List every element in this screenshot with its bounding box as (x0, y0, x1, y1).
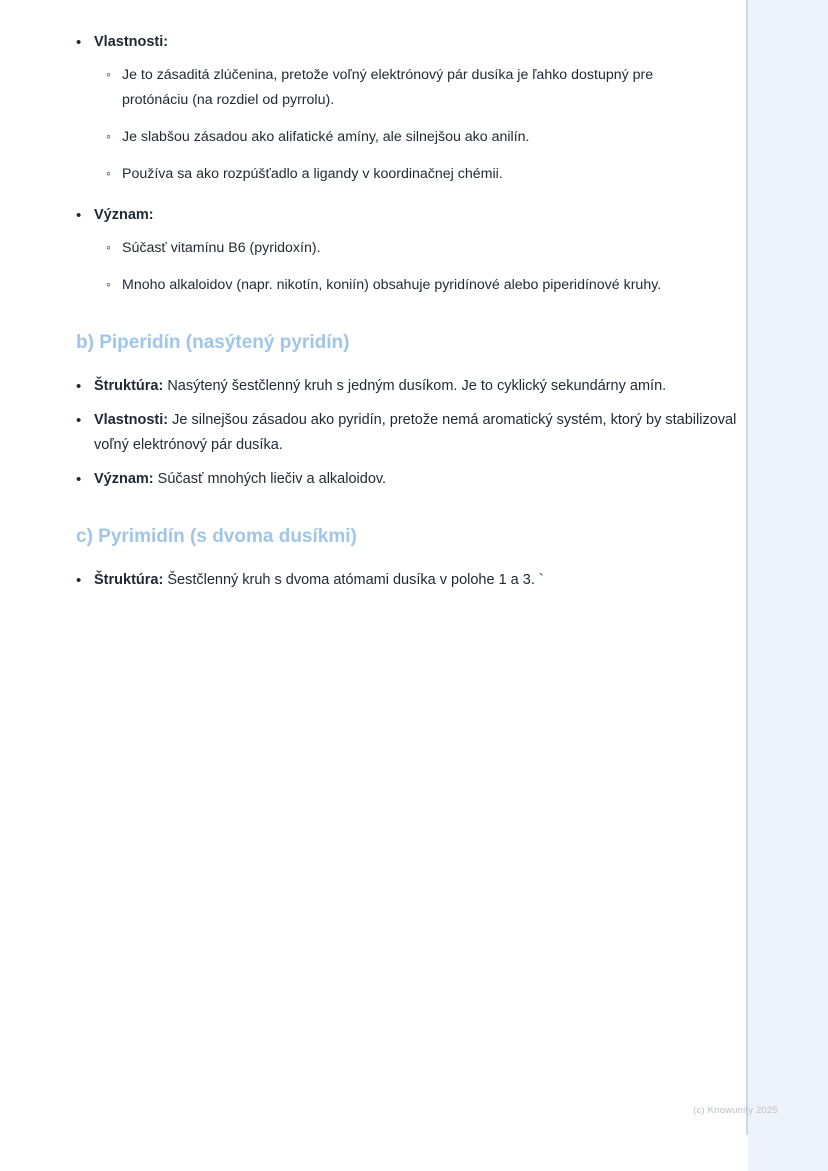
list-item-lead: • Vlastnosti: (94, 34, 169, 50)
list-item (0, 203, 748, 298)
list-item: ◦ Je slabšou zásadou ako alifatické amíny, ale silnejšou ako anilín. (94, 125, 662, 150)
list-item-text: Šestčlenný kruh s dvoma atómami dusíka v polohe 1 a 3. ` (167, 572, 544, 588)
list-item-lead: Význam: (94, 471, 154, 487)
list-item (0, 568, 748, 593)
significance-sublist (94, 236, 748, 298)
list-item: ◦ Súčasť vitamínu B6 (pyridoxín). (94, 236, 662, 261)
list-item-text: Súčasť mnohých liečiv a alkaloidov. (157, 471, 387, 487)
copyright-footer: (c) Knowunity 2025 (693, 1105, 778, 1116)
piperidin-bullet-list (0, 374, 748, 492)
pyrimidin-bullet-list (0, 568, 748, 593)
list-item-lead: • Význam: (94, 207, 154, 223)
document-content (0, 0, 748, 602)
list-item-lead: Štruktúra: (94, 378, 164, 394)
section-heading-pyrimidin: c) Pyrimidín (s dvoma dusíkmi) (76, 526, 357, 547)
list-item (0, 467, 748, 492)
list-item (0, 30, 748, 187)
list-item (0, 374, 748, 399)
properties-sublist (94, 63, 748, 187)
list-item-lead: Štruktúra: (94, 572, 164, 588)
list-item-lead: Vlastnosti: (94, 412, 169, 428)
list-item-text: Je silnejšou zásadou ako pyridín, pretože nemá aromatický systém, ktorý by stabilizoval voľný elektrónový pár dusíka. (94, 412, 737, 453)
list-item (0, 408, 748, 458)
properties-bullet-list (0, 30, 748, 298)
section-heading-piperidin: b) Piperidín (nasýtený pyridín) (76, 332, 350, 353)
list-item: ◦ Je to zásaditá zlúčenina, pretože voľný elektrónový pár dusíka je ľahko dostupný pre protónáciu (na rozdiel od pyrrolu). (94, 63, 662, 113)
page-side-rail (748, 0, 828, 1171)
list-item-text: Nasýtený šestčlenný kruh s jedným dusíkom. Je to cyklický sekundárny amín. (167, 378, 667, 394)
list-item: ◦ Používa sa ako rozpúšťadlo a ligandy v koordinačnej chémii. (94, 162, 662, 187)
list-item: ◦ Mnoho alkaloidov (napr. nikotín, koniín) obsahuje pyridínové alebo piperidínové kruhy. (94, 273, 662, 298)
